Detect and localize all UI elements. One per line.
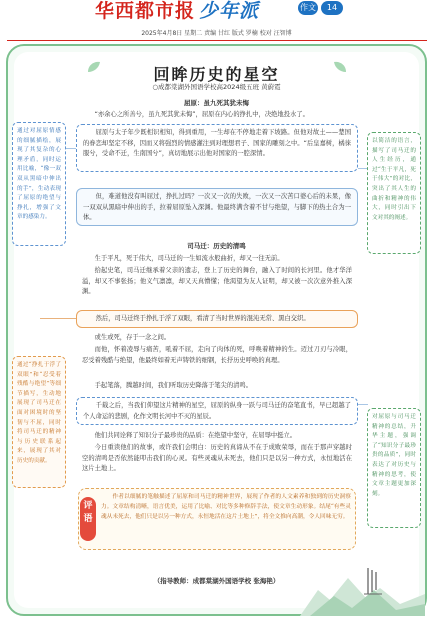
side-note-right-1: 以简洁的语言，描写了司马迁的人生经历，通过“生于平凡，死于伟大”的对比，突出了其人生的曲折和精神的伟大，同时引出下文对其的阐述。 — [367, 132, 421, 254]
teacher-credit: （指导教师：成都棠湖外国语学校 张海艳） — [153, 577, 280, 585]
masthead-subtitle: 少年派 — [199, 0, 260, 22]
side-note-left-2: 通过“挣扎于浮了双眼”和“忍受着残酷与绝望”等细节描写，生动地展现了司马迁在面对困境时的坚韧与不屈，同时将司马迁的精神与历史联系起来，展现了其对历史的贡献。 — [12, 356, 66, 488]
side-note-left-1: 通过对屈原情感的细腻描绘，展现了其复杂的心理矛盾，同时运用比喻，“像一双双从黑暗中伸出的手”，生动表现了屈原的绝望与挣扎，增强了文章的感染力。 — [12, 122, 66, 246]
comment-badge: 评语 — [80, 497, 96, 541]
highlight-paragraph-3: 但，难道他没有叫屈过，挣扎过吗？一次又一次的失败，一次又一次苦口婆心后的未果，像一双双从黑暗中伸出的手，拉着屈原坠入深渊。他最终满含着不甘与绝望，与脚下的热土合为一体。 — [76, 188, 358, 226]
section-badge: 作文 — [298, 1, 318, 15]
issue-line: 2025年4月8日 星期二 责编 甘红 版式 罗楠 校对 汪智博 — [0, 28, 433, 41]
paragraph-4: 生于平凡，死于伟大，司马迁的一生如流水般曲折，却又一往无前。 — [94, 255, 284, 262]
paragraph-8: 而他，怀着凌辱与痛苦，吼着不屈，走向了肉体的死，呼唤着精神的生。迈过刀刃与冷眼，忍受着残酷与绝望，他最终如着无声铸铁的细钢，长抒历史呼唤的真理。 — [82, 346, 352, 364]
highlight-paragraph-6: 然后，司马迁终于挣扎于浮了双眼，看清了当时世界的混沌无常、黑白交织。 — [76, 310, 358, 328]
article-byline: ○成都棠湖外国语学校高2024级五班 黄蔚霓 — [152, 83, 281, 91]
paragraph-11: 他们共同诠释了知识分子最珍贵的品质：在绝望中坚守，在屈辱中挺立。 — [94, 432, 297, 439]
paragraph-7: 或生或死，存于一念之间。 — [94, 334, 171, 341]
paragraph-5: 拾起史笔，司马迁继承着父亲的遗志，登上了历史的舞台，融入了时间的长河里。他才华洋溢，却又不事张扬；他义气凛凛，却又天真懵懂；他渴望为友人证明，却又被一次次意外推入深渊。 — [82, 267, 352, 295]
ink-mountain-decoration-icon — [300, 560, 425, 616]
comment-text: 作者以细腻的笔触描述了屈原和司马迁的精神世界，展现了作者的人文素养和独到的历史洞察力。文章结构清晰，语言优美，运用了比喻、对比等多种修辞手法，使文章生动形象。结尾“有些灵魂从未死去，他们只是以另一种方式，永恒地活在这片土地上”，将全文推向高潮，令人回味无穷。 — [101, 494, 351, 520]
masthead — [0, 0, 433, 26]
page-number-badge: 14 — [321, 1, 343, 15]
masthead-newspaper-name: 华西都市报 — [95, 0, 196, 22]
paragraph-9: 手起笔落，腾越时间，我们听取历史降落于笔尖的清鸣。 — [94, 382, 253, 389]
note-connector-line — [40, 318, 76, 319]
section-heading-quyuan: 屈原：虽九死其犹未悔 — [184, 99, 249, 107]
side-note-right-2: 对屈原与司马迁精神的总结，升华主题，强调了“知识分子最珍贵的品质”，同时表达了对历史与精神的思考，使文章主题更加深刻。 — [367, 408, 421, 528]
paragraph-1: “亦余心之所善兮，虽九死其犹未悔”，屈原在内心的挣扎中，决绝地投水了。 — [94, 111, 309, 118]
highlight-paragraph-10: 千载之后，当我们仰望这片精神的星空，屈原的纵身一跃与司马迁的奋笔直书，早已超越了个人命运的悲剧，化作文明长河中不灭的星辰。 — [76, 397, 358, 425]
highlight-paragraph-2: 屈原与太子年少既相识相知，得到重用，一生却在不停地走着下坡路。但他对故土——楚国的眷恋却坚定不移，因而又将强烈的情感灌注到对理想君子、国家的雕刻之中。“后皇嘉树，橘徕服兮，受命不迁，生南国兮”，真切地展示出他对国家的一腔深情。 — [76, 124, 358, 172]
note-connector-line — [358, 404, 368, 405]
article-title: 回眸历史的星空 — [153, 65, 280, 84]
masthead-title — [95, 0, 259, 23]
paragraph-12: 今日重读他们的故事，或许我们会明白：历史的真谛从不在于成败荣辱，而在于那声穿越时空的清鸣是否依然能叩击我们的心灵。有些灵魂从未死去，他们只是以另一种方式，永恒地活在这片土地上。 — [82, 444, 352, 472]
section-heading-simaqian: 司马迁：历史的清鸣 — [187, 242, 246, 250]
